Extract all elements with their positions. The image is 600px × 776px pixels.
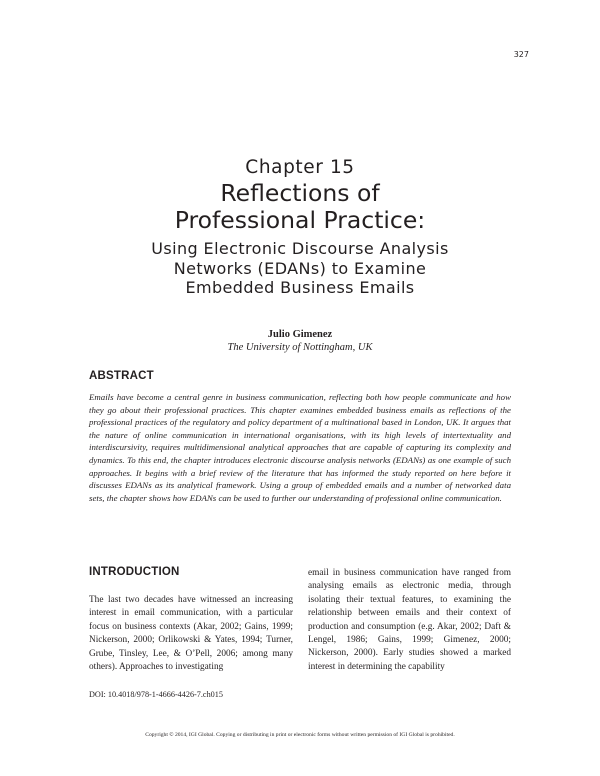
- title-line: Reflections of: [220, 179, 380, 207]
- page-number: 327: [513, 50, 529, 59]
- abstract-heading: ABSTRACT: [89, 370, 154, 382]
- abstract-text: Emails have become a central genre in business communication, reflecting both how people communicate and how they go about their professional practices. This chapter examines embedded business emails as reflections of the professional practices of the regulatory and policy department of a multinational based in London, UK. It argues that the nature of online communication in international organisations, with its high levels of intertextuality and interdiscursivity, requires multidimensional analytical approaches that are capable of capturing its complexity and dynamics. To this end, the chapter introduces electronic discourse analysis networks (EDANs) as one example of such approaches. It begins with a brief review of the literature that has informed the study reported on here before it discusses EDANs as its analytical framework. Using a group of embedded emails and a number of networked data sets, the chapter shows how EDANs can be used to further our understanding of professional online communication.: [89, 392, 511, 503]
- chapter-label: Chapter 15: [245, 157, 355, 178]
- doi: DOI: 10.4018/978-1-4666-4426-7.ch015: [89, 690, 223, 699]
- subtitle-line: Using Electronic Discourse Analysis: [151, 239, 449, 258]
- copyright-notice: Copyright © 2014, IGI Global. Copying or distributing in print or electronic forms without written permission of IGI Global is prohibited.: [145, 732, 455, 738]
- chapter-title: [0, 180, 600, 234]
- author-affiliation: The University of Nottingham, UK: [227, 342, 373, 353]
- introduction-heading: INTRODUCTION: [89, 566, 180, 578]
- chapter-subtitle: [0, 239, 600, 298]
- title-line: Professional Practice:: [174, 206, 426, 234]
- subtitle-line: Networks (EDANs) to Examine: [173, 258, 427, 278]
- introduction-left-column: The last two decades have witnessed an increasing interest in email communication, with a particular focus on business contexts (Akar, 2002; Gains, 1999; Nickerson, 2000; Orlikowski & Yates, 1994; Turner, Grube, Tinsley, Lee, & O’Pell, 2006; among many others). Approaches to investigating: [89, 595, 293, 673]
- author-name: Julio Gimenez: [267, 329, 333, 340]
- introduction-right-column: email in business communication have ranged from analysing emails as electronic media, through isolating their textual features, to examining the relationship between emails and their context of production and consumption (e.g. Akar, 2002; Daft & Lengel, 1986; Gains, 1999; Gimenez, 2000; Nickerson, 2000). Early studies showed a marked interest in determining the capability: [308, 568, 511, 672]
- subtitle-line: Embedded Business Emails: [185, 278, 415, 297]
